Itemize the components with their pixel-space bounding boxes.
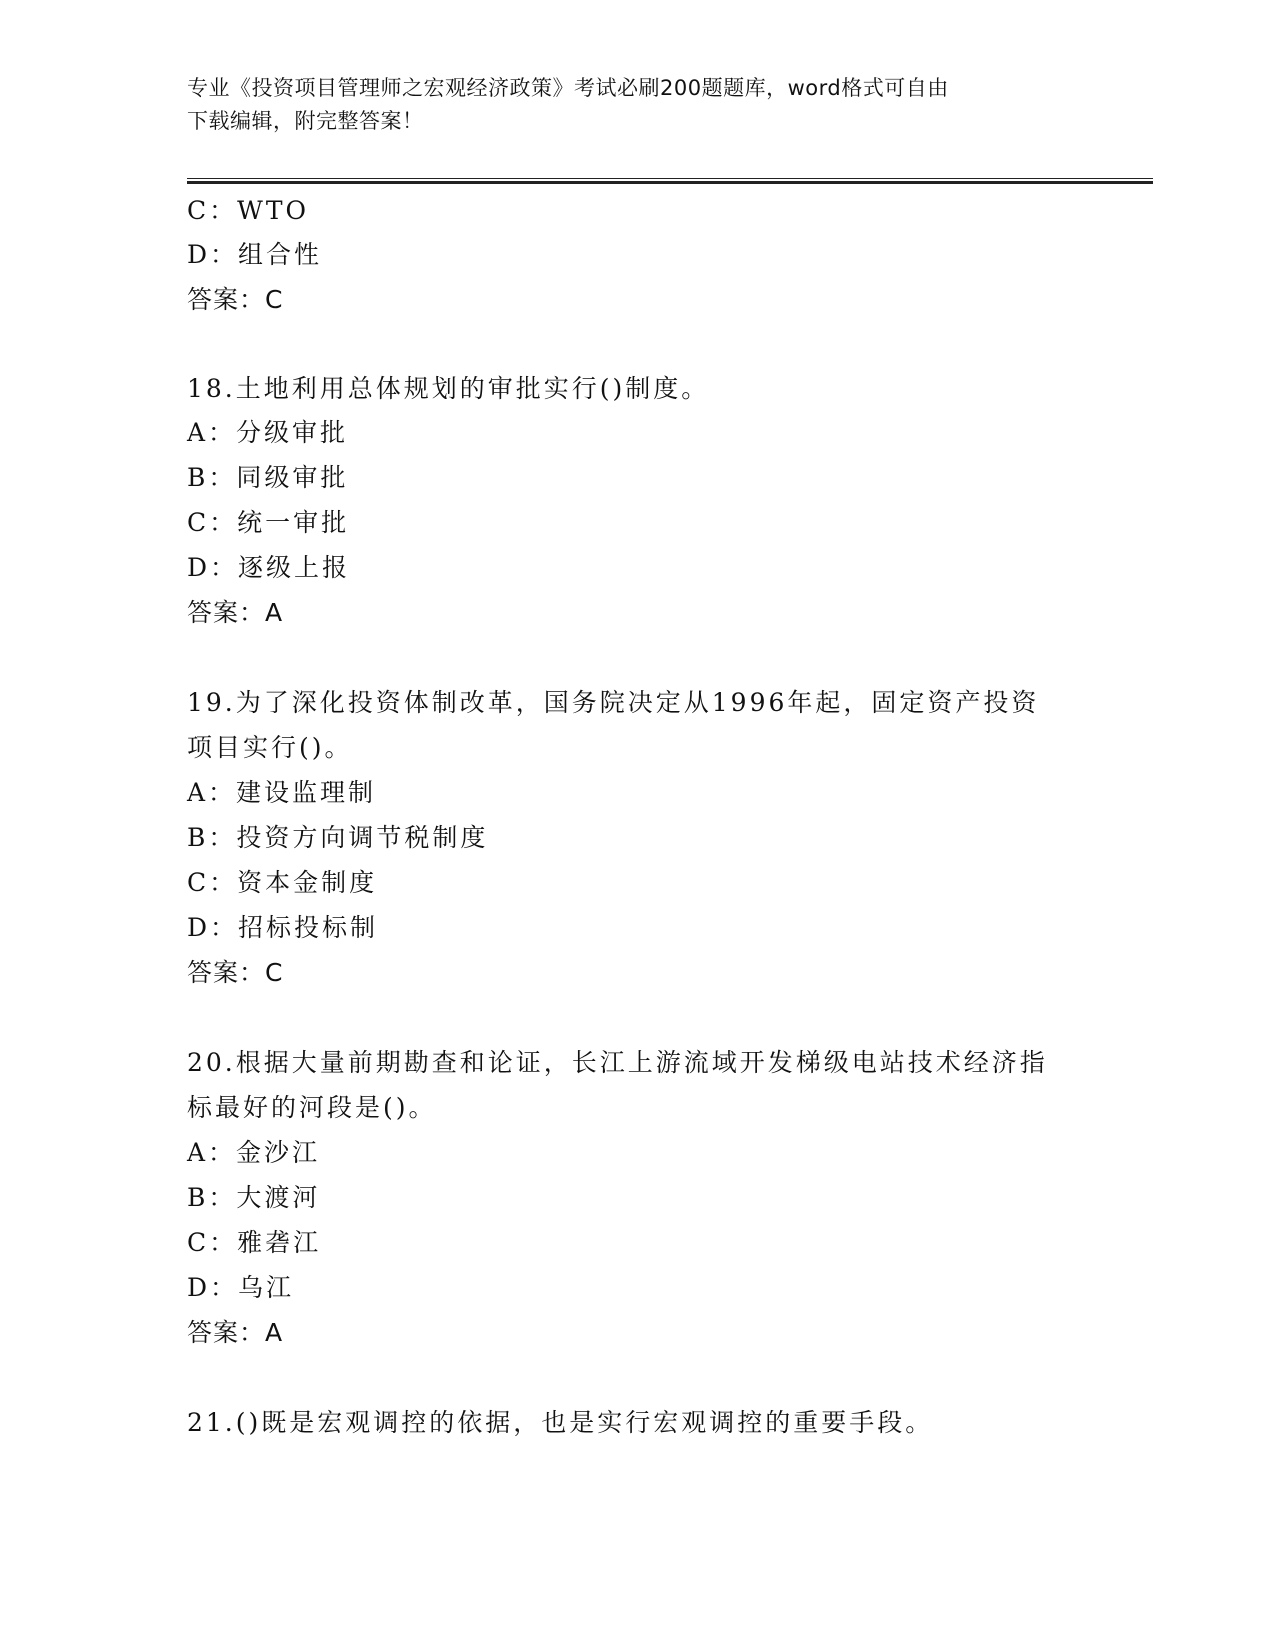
header-divider-thick xyxy=(187,181,1153,184)
q19-answer: 答案：C xyxy=(187,958,284,987)
q19-option-d: D：招标投标制 xyxy=(187,913,379,942)
q18-option-a: A：分级审批 xyxy=(187,418,349,447)
q19-option-c: C：资本金制度 xyxy=(187,868,378,897)
q21-stem: 21.()既是宏观调控的依据，也是实行宏观调控的重要手段。 xyxy=(187,1408,934,1437)
q18-option-d: D：逐级上报 xyxy=(187,553,351,582)
q20-option-c: C：雅砻江 xyxy=(187,1228,322,1257)
header-divider-thin xyxy=(187,178,1153,179)
q20-option-b: B：大渡河 xyxy=(187,1183,321,1212)
header-line-2: 下载编辑，附完整答案！ xyxy=(187,109,424,133)
q20-option-a: A：金沙江 xyxy=(187,1138,321,1167)
prev-option-d: D：组合性 xyxy=(187,240,323,269)
header-line-1: 专业《投资项目管理师之宏观经济政策》考试必刷200题题库，word格式可自由 xyxy=(187,76,949,100)
prev-answer: 答案：C xyxy=(187,285,284,314)
q19-stem-line-2: 项目实行()。 xyxy=(187,733,353,762)
document-header xyxy=(187,72,1087,138)
q19-option-b: B：投资方向调节税制度 xyxy=(187,823,489,852)
q19-option-a: A：建设监理制 xyxy=(187,778,377,807)
q18-answer: 答案：A xyxy=(187,598,284,627)
q18-option-b: B：同级审批 xyxy=(187,463,349,492)
q20-stem-line-2: 标最好的河段是()。 xyxy=(187,1093,437,1122)
prev-option-c: C：WTO xyxy=(187,196,309,225)
q18-stem: 18.土地利用总体规划的审批实行()制度。 xyxy=(187,374,710,403)
q20-answer: 答案：A xyxy=(187,1318,284,1347)
q19-stem-line-1: 19.为了深化投资体制改革，国务院决定从1996年起，固定资产投资 xyxy=(187,688,1040,717)
q20-stem-line-1: 20.根据大量前期勘查和论证，长江上游流域开发梯级电站技术经济指 xyxy=(187,1048,1048,1077)
q18-option-c: C：统一审批 xyxy=(187,508,350,537)
q20-option-d: D：乌江 xyxy=(187,1273,295,1302)
